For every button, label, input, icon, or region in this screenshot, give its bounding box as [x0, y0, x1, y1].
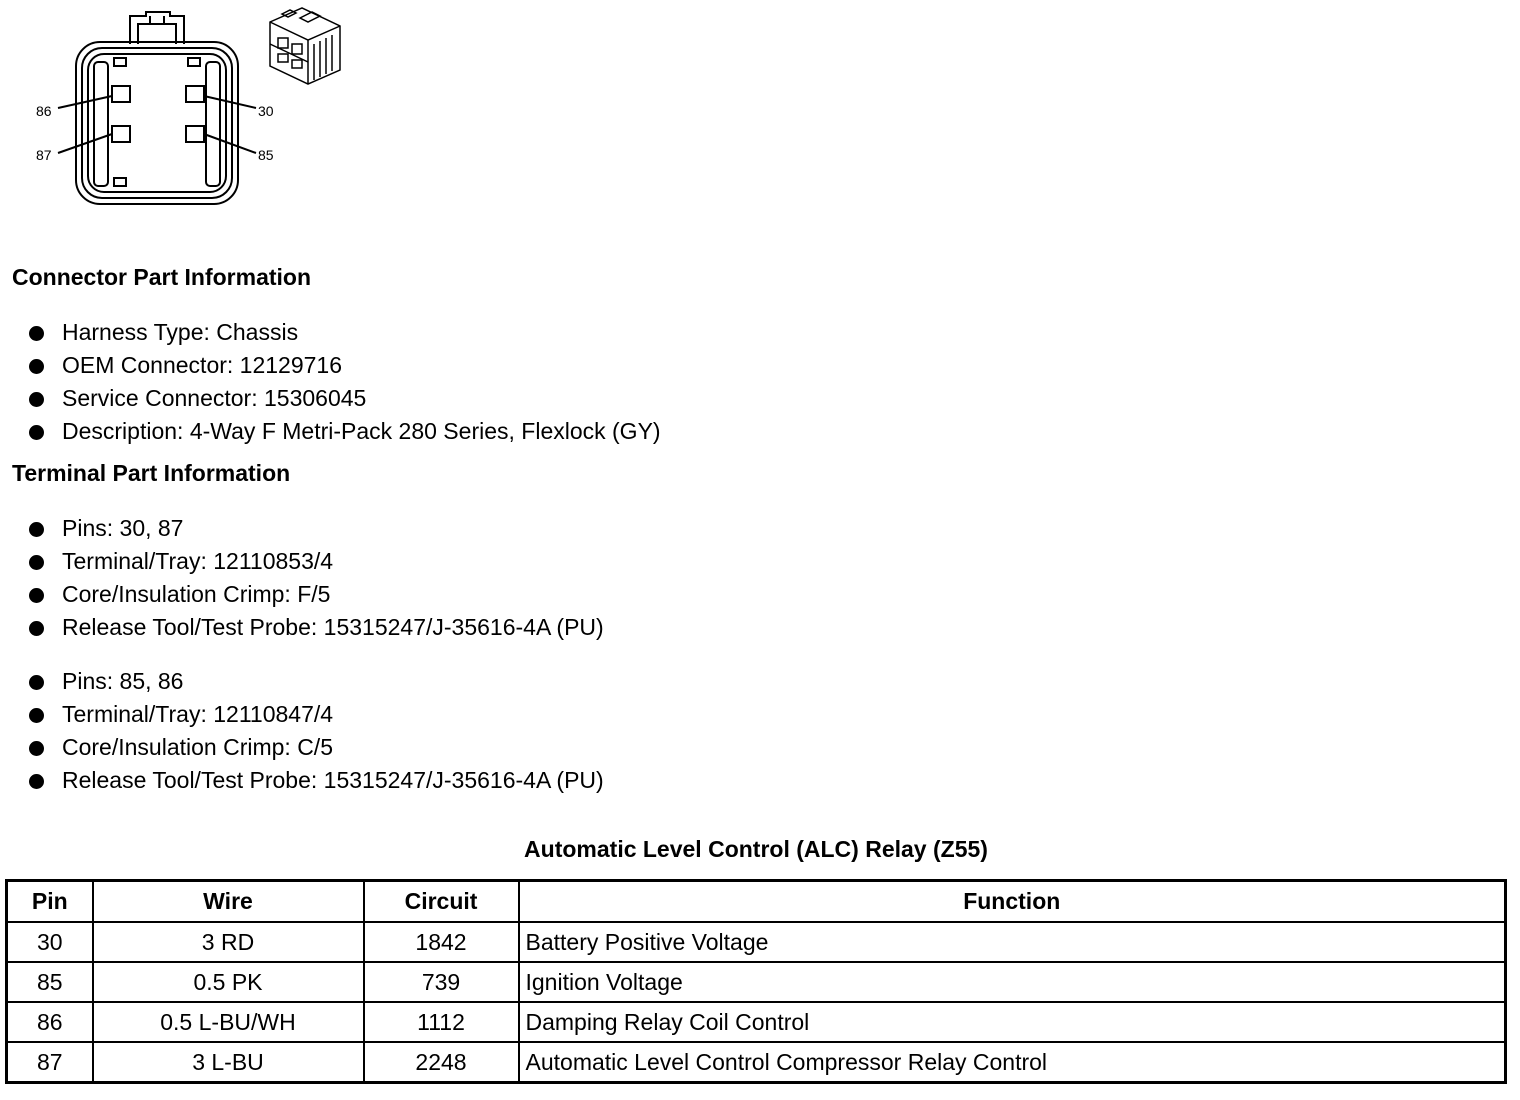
- cell-function: Ignition Voltage: [519, 962, 1506, 1002]
- list-item: Pins: 30, 87: [28, 512, 604, 545]
- pin-label-30: 30: [258, 103, 274, 119]
- cell-circuit: 739: [364, 962, 519, 1002]
- cell-pin: 30: [7, 922, 93, 962]
- bullet-icon: [29, 359, 44, 374]
- cell-pin: 87: [7, 1042, 93, 1083]
- cell-wire: 3 L-BU: [93, 1042, 364, 1083]
- bullet-icon: [29, 522, 44, 537]
- bullet-icon: [29, 675, 44, 690]
- column-header-function: Function: [519, 881, 1506, 923]
- cell-function: Battery Positive Voltage: [519, 922, 1506, 962]
- list-item: Terminal/Tray: 12110847/4: [28, 698, 604, 731]
- terminal-group-2-list: [28, 665, 604, 797]
- connector-part-info-list: [28, 316, 661, 448]
- cell-wire: 3 RD: [93, 922, 364, 962]
- list-item: Harness Type: Chassis: [28, 316, 661, 349]
- cell-circuit: 1112: [364, 1002, 519, 1042]
- connector-part-info-heading: Connector Part Information: [12, 264, 312, 290]
- pin-label-86: 86: [36, 103, 52, 119]
- column-header-circuit: Circuit: [364, 881, 519, 923]
- list-item: Terminal/Tray: 12110853/4: [28, 545, 604, 578]
- cell-pin: 86: [7, 1002, 93, 1042]
- cell-circuit: 2248: [364, 1042, 519, 1083]
- cell-function: Automatic Level Control Compressor Relay Control: [519, 1042, 1506, 1083]
- table-header-row: [7, 881, 1506, 923]
- pinout-table: [5, 879, 1507, 1084]
- cell-wire: 0.5 L-BU/WH: [93, 1002, 364, 1042]
- terminal-group-1-list: [28, 512, 604, 644]
- table-title: Automatic Level Control (ALC) Relay (Z55): [524, 836, 988, 862]
- bullet-icon: [29, 621, 44, 636]
- connector-isometric-icon: [270, 8, 340, 84]
- bullet-icon: [29, 555, 44, 570]
- list-item: OEM Connector: 12129716: [28, 349, 661, 382]
- bullet-icon: [29, 588, 44, 603]
- cell-wire: 0.5 PK: [93, 962, 364, 1002]
- list-item: Service Connector: 15306045: [28, 382, 661, 415]
- bullet-icon: [29, 425, 44, 440]
- list-item: Pins: 85, 86: [28, 665, 604, 698]
- column-header-pin: Pin: [7, 881, 93, 923]
- pin-label-87: 87: [36, 147, 52, 163]
- list-item: Release Tool/Test Probe: 15315247/J-35616-4A (PU): [28, 764, 604, 797]
- bullet-icon: [29, 392, 44, 407]
- connector-diagram: [0, 0, 360, 215]
- table-row: [7, 962, 1506, 1002]
- pin-label-85: 85: [258, 147, 274, 163]
- table-row: [7, 1002, 1506, 1042]
- bullet-icon: [29, 774, 44, 789]
- list-item: Core/Insulation Crimp: F/5: [28, 578, 604, 611]
- bullet-icon: [29, 708, 44, 723]
- list-item: Core/Insulation Crimp: C/5: [28, 731, 604, 764]
- table-row: [7, 922, 1506, 962]
- list-item: Release Tool/Test Probe: 15315247/J-35616-4A (PU): [28, 611, 604, 644]
- terminal-part-info-heading: Terminal Part Information: [12, 460, 291, 486]
- bullet-icon: [29, 326, 44, 341]
- bullet-icon: [29, 741, 44, 756]
- column-header-wire: Wire: [93, 881, 364, 923]
- table-row: [7, 1042, 1506, 1083]
- cell-circuit: 1842: [364, 922, 519, 962]
- cell-pin: 85: [7, 962, 93, 1002]
- cell-function: Damping Relay Coil Control: [519, 1002, 1506, 1042]
- list-item: Description: 4-Way F Metri-Pack 280 Series, Flexlock (GY): [28, 415, 661, 448]
